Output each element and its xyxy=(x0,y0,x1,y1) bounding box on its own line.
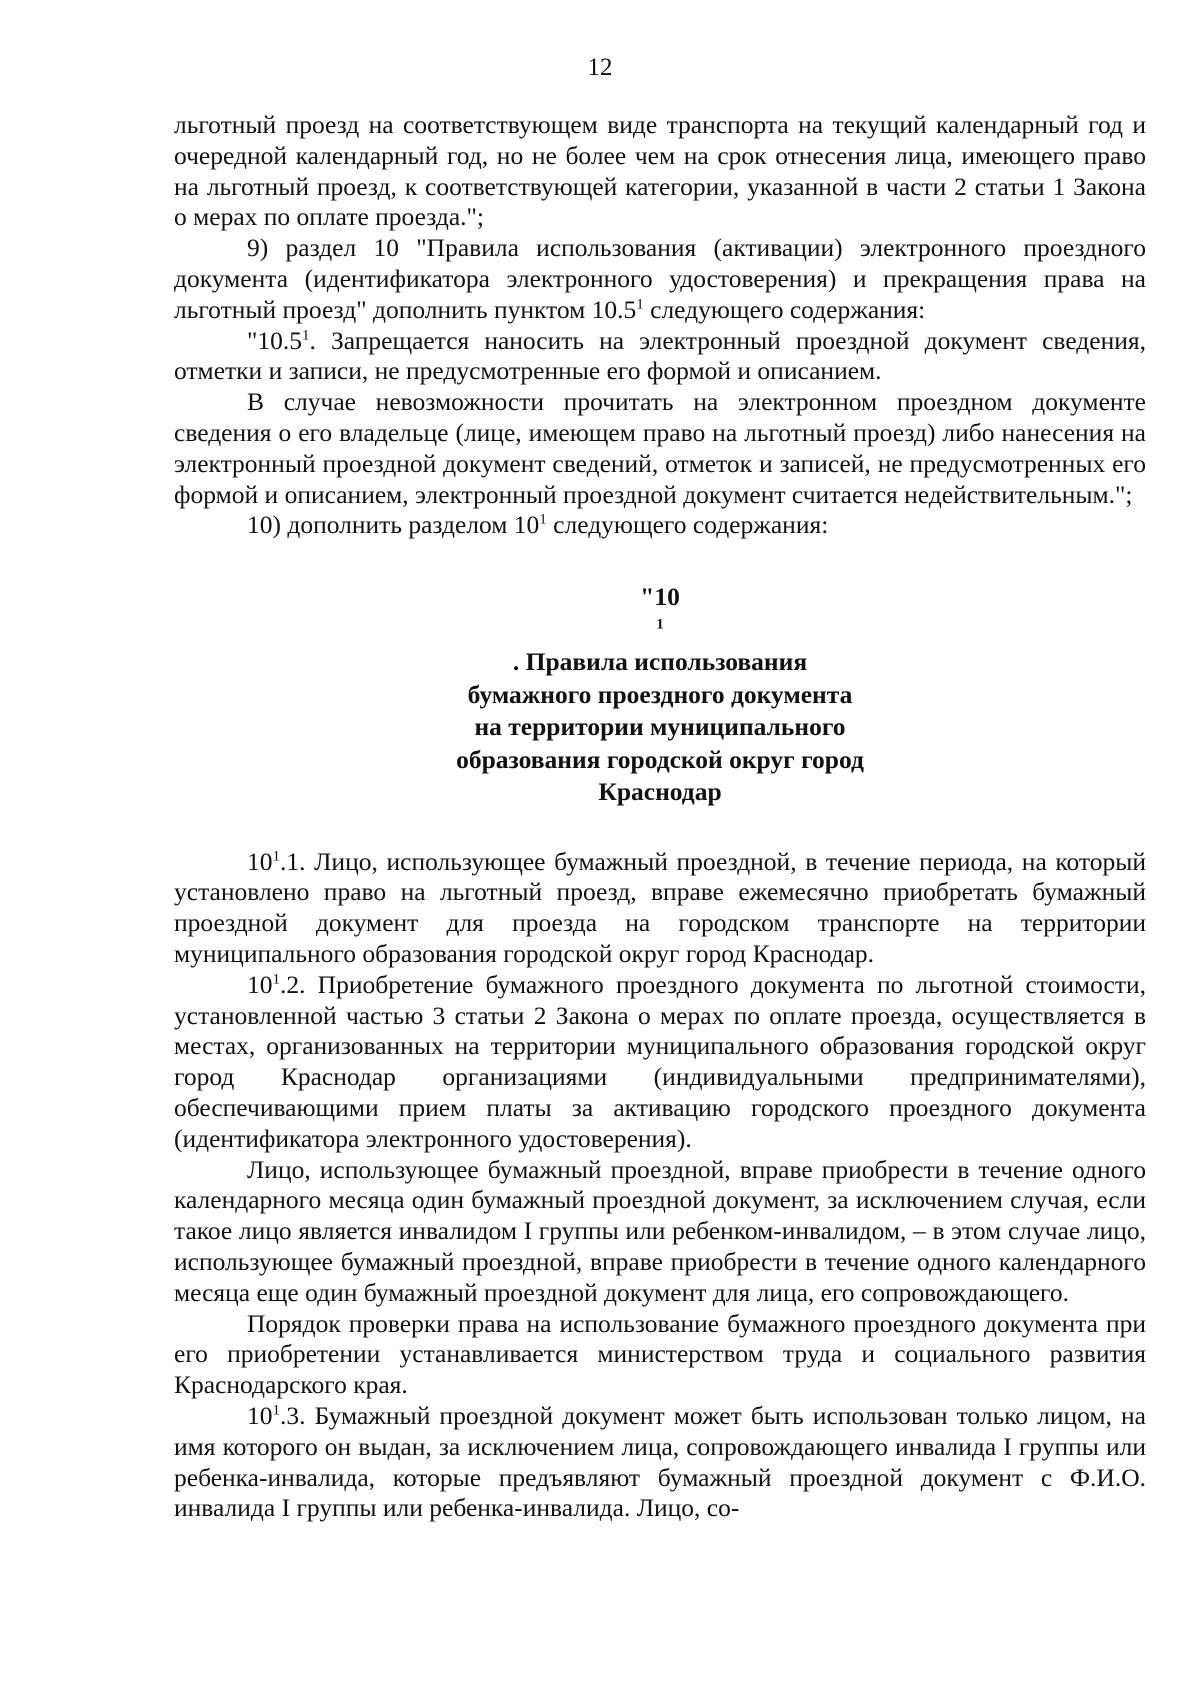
paragraph-invalid-document xyxy=(174,387,1146,510)
superscript: 1 xyxy=(302,327,310,344)
paragraph-text: .3. Бумажный проездной документ может быть использован только лицом, на имя которого он выдан, за исключением лица, сопровождающего инвалида I группы или ребенка-инвалида, которые предъявляют бумажный проездной документ с Ф.И.О. инвалида I группы или ребенка-инвалида. Лицо, со- xyxy=(174,1401,1146,1523)
superscript: 1 xyxy=(539,511,547,528)
paragraph-text: "10.5 xyxy=(247,325,303,355)
paragraph-text: 10 xyxy=(247,1401,273,1430)
paragraph-text: В случае невозможности прочитать на электронном проездном документе сведения о его владельце (лице, имеющем право на льготный проезд) либо нанесения на электронный проездной документ сведений, отметок и записей, не предусмотренных его формой и описанием, электронный проездной документ считается недействительным."; xyxy=(174,387,1146,509)
paragraph-text: следующего содержания: xyxy=(546,510,829,540)
heading-text: . Правила использования xyxy=(512,647,808,677)
paragraph-clause-10-1-3 xyxy=(174,1401,1146,1524)
superscript: 1 xyxy=(636,296,644,313)
paragraph-text: Лицо, использующее бумажный проездной, вправе приобрести в течение одного календарного месяца один бумажный проездной документ, за исключением случая, если такое лицо является инвалидом I группы или ребенком-инвалидом, – в этом случае лицо, использующее бумажный проездной, вправе приобрести в течение одного календарного месяца еще один бумажный проездной документ для лица, его сопровождающего. xyxy=(174,1154,1146,1307)
paragraph-text: . Запрещается наносить на электронный проездной документ сведения, отметки и записи, не предусмотренные его формой и описанием. xyxy=(174,325,1146,386)
heading-text: "10 xyxy=(640,582,680,612)
paragraph-text: .1. Лицо, использующее бумажный проездной, в течение периода, на который установлено право на льготный проезд, вправе ежемесячно приобретать бумажный проездной документ для проезда на городском транспорте на территории муниципального образования городской округ город Краснодар. xyxy=(174,846,1146,969)
paragraph-text: Порядок проверки права на использование бумажного проездного документа при его приобретении устанавливается министерством труда и социального развития Краснодарского края. xyxy=(174,1308,1146,1400)
superscript: 1 xyxy=(272,848,280,865)
paragraph-purchase-limit xyxy=(174,1155,1146,1309)
paragraph-text: 10 xyxy=(247,969,273,999)
heading-line: Краснодар xyxy=(598,777,722,807)
paragraph-text: следующего содержания: xyxy=(643,294,926,324)
paragraph-text: 10 xyxy=(247,846,273,876)
section-heading xyxy=(174,541,1146,847)
paragraph-verification-procedure xyxy=(174,1309,1146,1401)
paragraph-item-9 xyxy=(174,233,1146,325)
paragraph-clause-10-1-1 xyxy=(174,847,1146,970)
paragraph-text: .2. Приобретение бумажного проездного документа по льготной стоимости, установленной частью 3 статьи 2 Закона о мерах по оплате проезда, осуществляется в местах, организованных на территории муниципального образования городской округ город Краснодар организациями (индивидуальными предпринимателями), обеспечивающими прием платы за активацию городского проездного документа (идентификатора электронного удостоверения). xyxy=(174,969,1146,1153)
paragraph-text: льготный проезд на соответствующем виде транспорта на текущий календарный год и очередной календарный год, но не более чем на срок отнесения лица, имеющего право на льготный проезд, к соответствующей категории, указанной в части 2 статьи 1 Закона о мерах по оплате проезда."; xyxy=(174,110,1146,232)
paragraph-item-10 xyxy=(174,510,1146,541)
paragraph-clause-10-1-2 xyxy=(174,970,1146,1155)
superscript: 1 xyxy=(272,1402,280,1419)
superscript: 1 xyxy=(272,971,280,988)
page-number: 12 xyxy=(587,54,613,81)
heading-line: образования городской округ город xyxy=(456,744,864,774)
paragraph-text: 9) раздел 10 "Правила использования (активации) электронного проездного документа (идентификатора электронного удостоверения) и прекращения права на льготный проезд" дополнить пунктом 10.5 xyxy=(174,233,1146,324)
heading-line xyxy=(174,581,1146,679)
superscript: 1 xyxy=(656,616,664,633)
heading-line: на территории муниципального xyxy=(474,712,846,742)
heading-line: бумажного проездного документа xyxy=(467,679,853,709)
paragraph-clause-10-5-1 xyxy=(174,326,1146,388)
paragraph-continuation xyxy=(174,110,1146,233)
paragraph-text: 10) дополнить разделом 10 xyxy=(247,510,540,540)
document-body xyxy=(174,110,1146,1524)
